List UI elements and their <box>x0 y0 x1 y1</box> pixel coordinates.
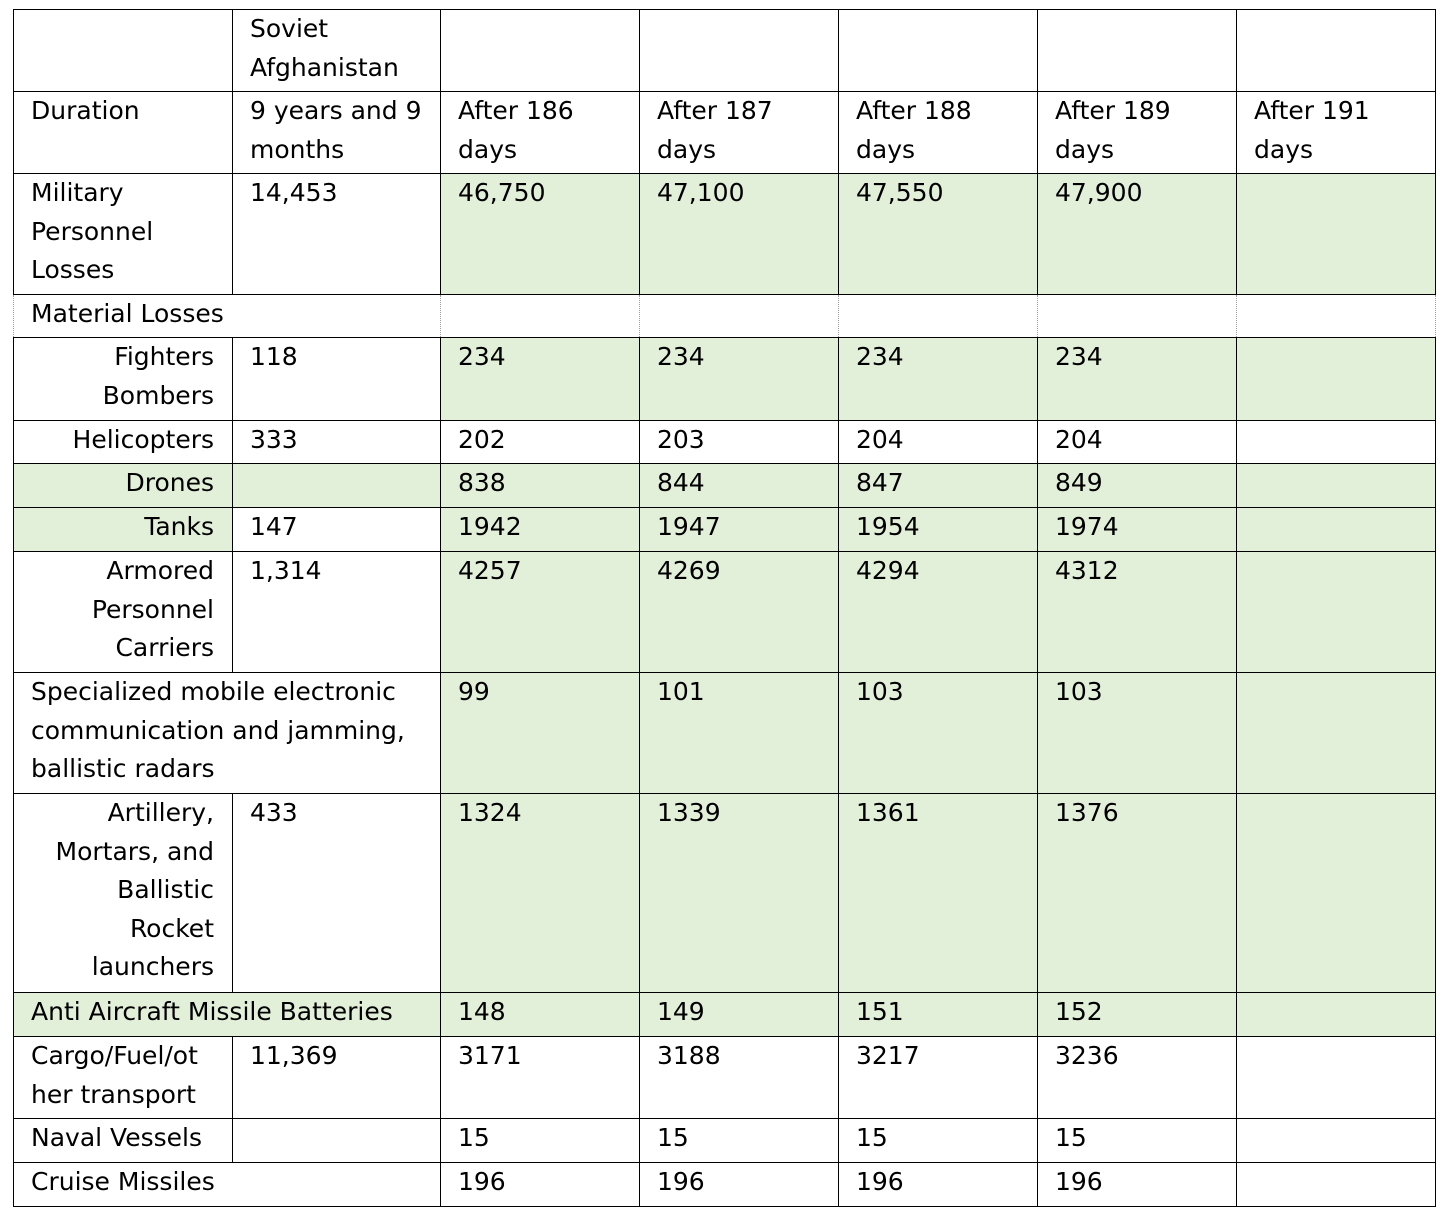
cell: 3171 <box>441 1037 640 1119</box>
cell: 4312 <box>1038 552 1237 673</box>
row-label: Cruise Missiles <box>14 1163 441 1207</box>
section-label: Material Losses <box>14 295 441 338</box>
table-row-duration <box>14 92 1436 174</box>
table-row-radars <box>14 673 1436 794</box>
cell: 3217 <box>839 1037 1038 1119</box>
cell: 15 <box>640 1119 839 1163</box>
cell: 1974 <box>1038 508 1237 552</box>
cell: 202 <box>441 421 640 464</box>
cell: 1,314 <box>233 552 441 673</box>
row-label: Naval Vessels <box>14 1119 233 1163</box>
cell: 15 <box>839 1119 1038 1163</box>
cell <box>1237 338 1436 421</box>
table-row-naval-vessels <box>14 1119 1436 1163</box>
cell <box>1237 794 1436 993</box>
cell: 3236 <box>1038 1037 1237 1119</box>
cell: 151 <box>839 993 1038 1037</box>
cell <box>1237 552 1436 673</box>
cell: 14,453 <box>233 174 441 295</box>
cell: 152 <box>1038 993 1237 1037</box>
table-row-anti-aircraft <box>14 993 1436 1037</box>
cell: 118 <box>233 338 441 421</box>
cell <box>1237 464 1436 508</box>
cell: 234 <box>640 338 839 421</box>
table-row-cargo <box>14 1037 1436 1119</box>
cell <box>839 295 1038 338</box>
cell: After 186 days <box>441 92 640 174</box>
row-label: Duration <box>14 92 233 174</box>
row-label: Military Personnel Losses <box>14 174 233 295</box>
header-cell <box>441 10 640 92</box>
cell: 101 <box>640 673 839 794</box>
cell: 47,550 <box>839 174 1038 295</box>
cell <box>1237 1119 1436 1163</box>
cell: 196 <box>839 1163 1038 1207</box>
cell: 103 <box>839 673 1038 794</box>
table-row-material-losses <box>14 295 1436 338</box>
row-label: Armored Personnel Carriers <box>14 552 233 673</box>
cell: 148 <box>441 993 640 1037</box>
cell <box>1237 295 1436 338</box>
cell: 47,100 <box>640 174 839 295</box>
cell: 204 <box>1038 421 1237 464</box>
cell: 9 years and 9 months <box>233 92 441 174</box>
cell: 11,369 <box>233 1037 441 1119</box>
cell: 196 <box>441 1163 640 1207</box>
cell: 838 <box>441 464 640 508</box>
row-label: Helicopters <box>14 421 233 464</box>
cell: 4257 <box>441 552 640 673</box>
header-cell-soviet-afghanistan: Soviet Afghanistan <box>233 10 441 92</box>
cell <box>441 295 640 338</box>
row-label: Specialized mobile electronic communication and jamming, ballistic radars <box>14 673 441 794</box>
cell: 149 <box>640 993 839 1037</box>
cell: 46,750 <box>441 174 640 295</box>
row-label: Artillery, Mortars, and Ballistic Rocket launchers <box>14 794 233 993</box>
cell: 847 <box>839 464 1038 508</box>
header-row <box>14 10 1436 92</box>
cell: 103 <box>1038 673 1237 794</box>
cell: 1942 <box>441 508 640 552</box>
cell: 333 <box>233 421 441 464</box>
header-cell <box>839 10 1038 92</box>
table-row-cruise-missiles <box>14 1163 1436 1207</box>
cell: 4294 <box>839 552 1038 673</box>
header-cell <box>640 10 839 92</box>
cell: After 187 days <box>640 92 839 174</box>
cell: 234 <box>441 338 640 421</box>
cell: 3188 <box>640 1037 839 1119</box>
cell: After 188 days <box>839 92 1038 174</box>
header-cell <box>14 10 233 92</box>
cell <box>1237 421 1436 464</box>
cell: 15 <box>441 1119 640 1163</box>
cell: 147 <box>233 508 441 552</box>
cell: 203 <box>640 421 839 464</box>
cell: 196 <box>1038 1163 1237 1207</box>
cell: 234 <box>1038 338 1237 421</box>
cell: 196 <box>640 1163 839 1207</box>
table-row-tanks <box>14 508 1436 552</box>
cell: 844 <box>640 464 839 508</box>
cell: 47,900 <box>1038 174 1237 295</box>
cell <box>1237 993 1436 1037</box>
cell: 1324 <box>441 794 640 993</box>
cell <box>1237 1163 1436 1207</box>
cell: 1361 <box>839 794 1038 993</box>
cell: 433 <box>233 794 441 993</box>
table-row-armored-personnel-carriers <box>14 552 1436 673</box>
cell: 1376 <box>1038 794 1237 993</box>
cell <box>233 1119 441 1163</box>
row-label: Cargo/Fuel/ot her transport <box>14 1037 233 1119</box>
cell: 1947 <box>640 508 839 552</box>
cell <box>233 464 441 508</box>
losses-table <box>13 9 1436 1207</box>
cell: 234 <box>839 338 1038 421</box>
cell: After 189 days <box>1038 92 1237 174</box>
cell: 99 <box>441 673 640 794</box>
cell <box>1038 295 1237 338</box>
cell: 1339 <box>640 794 839 993</box>
table-row-artillery <box>14 794 1436 993</box>
table-row-military-personnel <box>14 174 1436 295</box>
header-cell <box>1237 10 1436 92</box>
cell: 4269 <box>640 552 839 673</box>
row-label: Tanks <box>14 508 233 552</box>
header-cell <box>1038 10 1237 92</box>
cell: After 191 days <box>1237 92 1436 174</box>
cell <box>1237 1037 1436 1119</box>
cell: 15 <box>1038 1119 1237 1163</box>
table-row-fighters-bombers <box>14 338 1436 421</box>
row-label: Anti Aircraft Missile Batteries <box>14 993 441 1037</box>
cell <box>1237 174 1436 295</box>
cell: 1954 <box>839 508 1038 552</box>
row-label: Drones <box>14 464 233 508</box>
cell: 849 <box>1038 464 1237 508</box>
cell <box>1237 508 1436 552</box>
row-label: Fighters Bombers <box>14 338 233 421</box>
cell: 204 <box>839 421 1038 464</box>
cell <box>640 295 839 338</box>
table-row-drones <box>14 464 1436 508</box>
cell <box>1237 673 1436 794</box>
table-row-helicopters <box>14 421 1436 464</box>
